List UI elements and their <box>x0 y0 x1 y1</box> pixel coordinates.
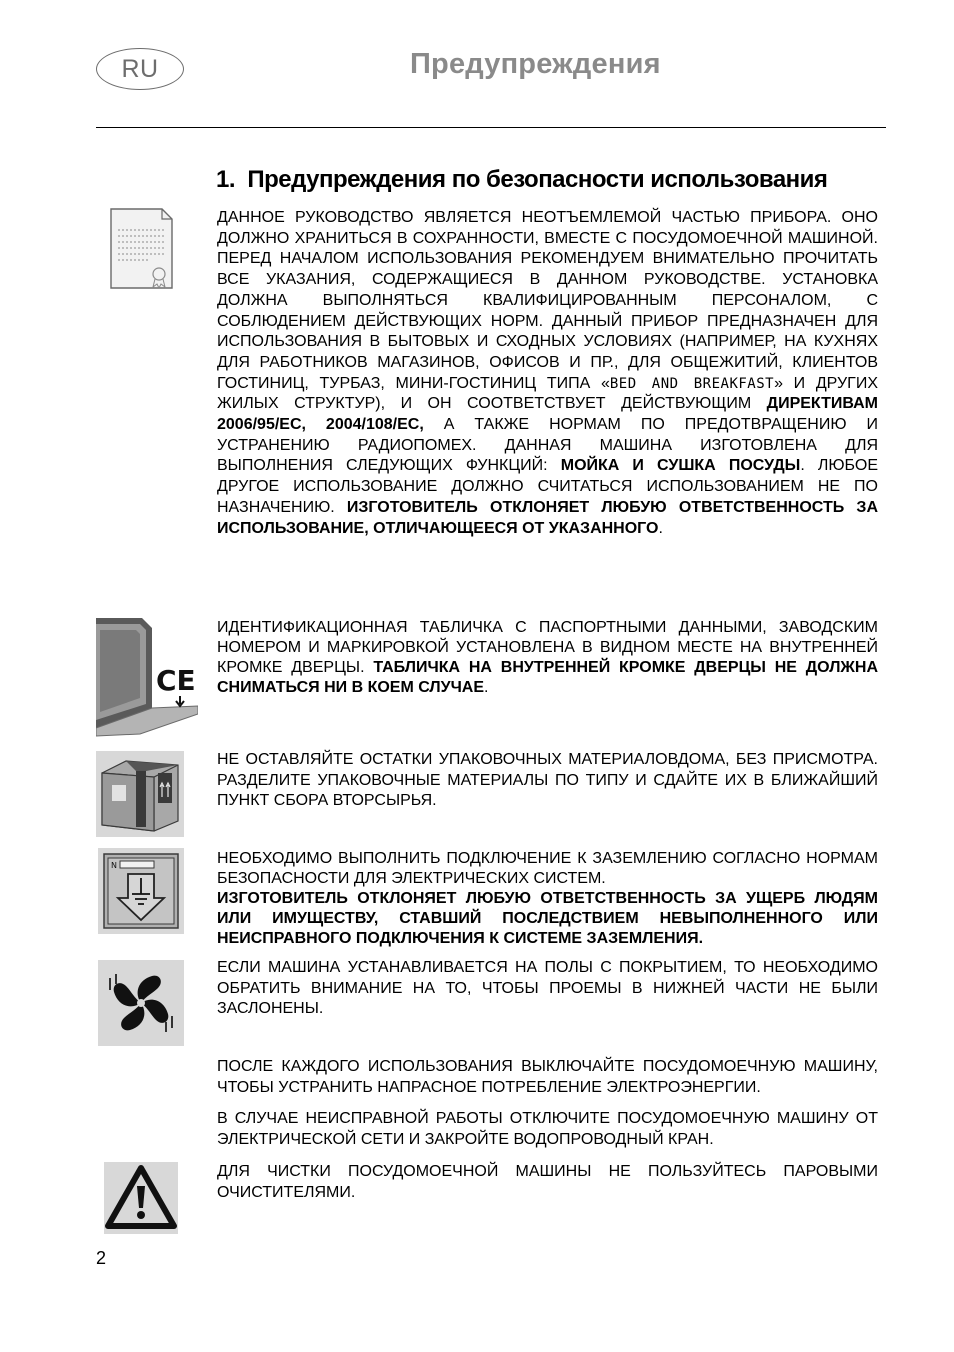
section-heading <box>216 166 827 194</box>
svg-text:N: N <box>111 861 117 870</box>
ground-icon <box>98 848 184 934</box>
steam-cleaners-paragraph: ДЛЯ ЧИСТКИ ПОСУДОМОЕЧНОЙ МАШИНЫ НЕ ПОЛЬЗУЙТЕСЬ ПАРОВЫМИ ОЧИСТИТЕЛЯМИ. <box>217 1163 878 1201</box>
ce-mark: CE <box>156 664 196 697</box>
packaging-paragraph: НЕ ОСТАВЛЯЙТЕ ОСТАТКИ УПАКОВОЧНЫХ МАТЕРИАЛОВДОМА, БЕЗ ПРИСМОТРА. РАЗДЕЛИТЕ УПАКОВОЧНЫЕ МАТЕРИАЛЫ ПО ТИПУ И СДАЙТЕ ИХ В БЛИЖАЙШИЙ ПУНКТ СБОРА ВТОРСЫРЬЯ. <box>217 751 878 810</box>
package-box-icon <box>96 751 184 837</box>
document-icon <box>110 208 174 290</box>
language-badge: RU <box>96 48 184 90</box>
switch-off-paragraph: ПОСЛЕ КАЖДОГО ИСПОЛЬЗОВАНИЯ ВЫКЛЮЧАЙТЕ ПОСУДОМОЕЧНУЮ МАШИНУ, ЧТОБЫ УСТРАНИТЬ НАПРАСНОЕ ПОТРЕБЛЕНИЕ ЭЛЕКТРОЭНЕРГИИ. <box>217 1058 878 1096</box>
ce-door-icon <box>96 618 198 738</box>
grounding-paragraph: НЕОБХОДИМО ВЫПОЛНИТЬ ПОДКЛЮЧЕНИЕ К ЗАЗЕМЛЕНИЮ СОГЛАСНО НОРМАМ БЕЗОПАСНОСТИ ДЛЯ ЭЛЕКТРИЧЕСКИХ СИСТЕМ. ИЗГОТОВИТЕЛЬ ОТКЛОНЯЕТ ЛЮБУЮ ОТВЕТСТВЕННОСТЬ ЗА УЩЕРБ ЛЮДЯМ ИЛИ ИМУЩЕСТВУ, СТАВШИЙ ПОСЛЕДСТВИЕМ НЕВЫПОЛНЕННОГО ИЛИ НЕИСПРАВНОГО ПОДКЛЮЧЕНИЯ К СИСТЕМЕ ЗАЗЕМЛЕНИЯ. <box>217 850 878 947</box>
page-header-title: Предупреждения <box>410 48 661 80</box>
warning-triangle-icon <box>104 1162 178 1234</box>
malfunction-paragraph: В СЛУЧАЕ НЕИСПРАВНОЙ РАБОТЫ ОТКЛЮЧИТЕ ПОСУДОМОЕЧНУЮ МАШИНУ ОТ ЭЛЕКТРИЧЕСКОЙ СЕТИ И ЗАКРОЙТЕ ВОДОПРОВОДНЫЙ КРАН. <box>217 1110 878 1148</box>
header-divider <box>96 127 886 128</box>
rating-plate-paragraph: ИДЕНТИФИКАЦИОННАЯ ТАБЛИЧКА С ПАСПОРТНЫМИ ДАННЫМИ, ЗАВОДСКИМ НОМЕРОМ И МАРКИРОВКОЙ УСТАНОВЛЕНА В ВИДНОМ МЕСТЕ НА ВНУТРЕННЕЙ КРОМКЕ ДВЕРЦЫ. ТАБЛИЧКА НА ВНУТРЕННЕЙ КРОМКЕ ДВЕРЦЫ НЕ ДОЛЖНА СНИМАТЬСЯ НИ В КОЕМ СЛУЧАЕ. <box>217 619 879 696</box>
intro-paragraph: ДАННОЕ РУКОВОДСТВО ЯВЛЯЕТСЯ НЕОТЪЕМЛЕМОЙ ЧАСТЬЮ ПРИБОРА. ОНО ДОЛЖНО ХРАНИТЬСЯ В СОХРАННОСТИ, ВМЕСТЕ С ПОСУДОМОЕЧНОЙ МАШИНОЙ. ПЕРЕД НАЧАЛОМ ИСПОЛЬЗОВАНИЯ РЕКОМЕНДУЕМ ВНИМАТЕЛЬНО ПРОЧИТАТЬ ВСЕ УКАЗАНИЯ, СОДЕРЖАЩИЕСЯ В ДАННОМ РУКОВОДСТВЕ. УСТАНОВКА ДОЛЖНА ВЫПОЛНЯТЬСЯ КВАЛИФИЦИРОВАННЫМ ПЕРСОНАЛОМ, С СОБЛЮДЕНИЕМ ДЕЙСТВУЮЩИХ НОРМ. ДАННЫЙ ПРИБОР ПРЕДНАЗНАЧЕН ДЛЯ ИСПОЛЬЗОВАНИЯ В БЫТОВЫХ И СХОДНЫХ УСЛОВИЯХ (НАПРИМЕР, НА КУХНЯХ ДЛЯ РАБОТНИКОВ МАГАЗИНОВ, ОФИСОВ И ПР., ДЛЯ ОБЩЕЖИТИЙ, КЛИЕНТОВ ГОСТИНИЦ, ТУРБАЗ, МИНИ-ГОСТИНИЦ ТИПА «BED AND BREAKFAST» И ДРУГИХ ЖИЛЫХ СТРУКТУР), И ОН СООТВЕТСТВУЕТ ДЕЙСТВУЮЩИМ ДИРЕКТИВАМ 2006/95/ЕС, 2004/108/ЕС, А ТАКЖЕ НОРМАМ ПО ПРЕДОТВРАЩЕНИЮ И УСТРАНЕНИЮ РАДИОПОМЕХ. ДАННАЯ МАШИНА ИЗГОТОВЛЕНА ДЛЯ ВЫПОЛНЕНИЯ СЛЕДУЮЩИХ ФУНКЦИЙ: МОЙКА И СУШКА ПОСУДЫ. ЛЮБОЕ ДРУГОЕ ИСПОЛЬЗОВАНИЕ ДОЛЖНО СЧИТАТЬСЯ ИСПОЛЬЗОВАНИЕМ НЕ ПО НАЗНАЧЕНИЮ. ИЗГОТОВИТЕЛЬ ОТКЛОНЯЕТ ЛЮБУЮ ОТВЕТСТВЕННОСТЬ ЗА ИСПОЛЬЗОВАНИЕ, ОТЛИЧАЮЩЕЕСЯ ОТ УКАЗАННОГО. <box>217 209 878 537</box>
ventilation-paragraph: ЕСЛИ МАШИНА УСТАНАВЛИВАЕТСЯ НА ПОЛЫ С ПОКРЫТИЕМ, ТО НЕОБХОДИМО ОБРАТИТЬ ВНИМАНИЕ НА ТО, ЧТОБЫ ПРОЕМЫ В НИЖНЕЙ ЧАСТИ НЕ БЫЛИ ЗАСЛОНЕНЫ. <box>217 959 878 1018</box>
fan-icon <box>98 960 184 1046</box>
section-number: 1. <box>216 166 236 193</box>
page-number: 2 <box>96 1248 107 1268</box>
section-title: Предупреждения по безопасности использования <box>247 166 828 193</box>
